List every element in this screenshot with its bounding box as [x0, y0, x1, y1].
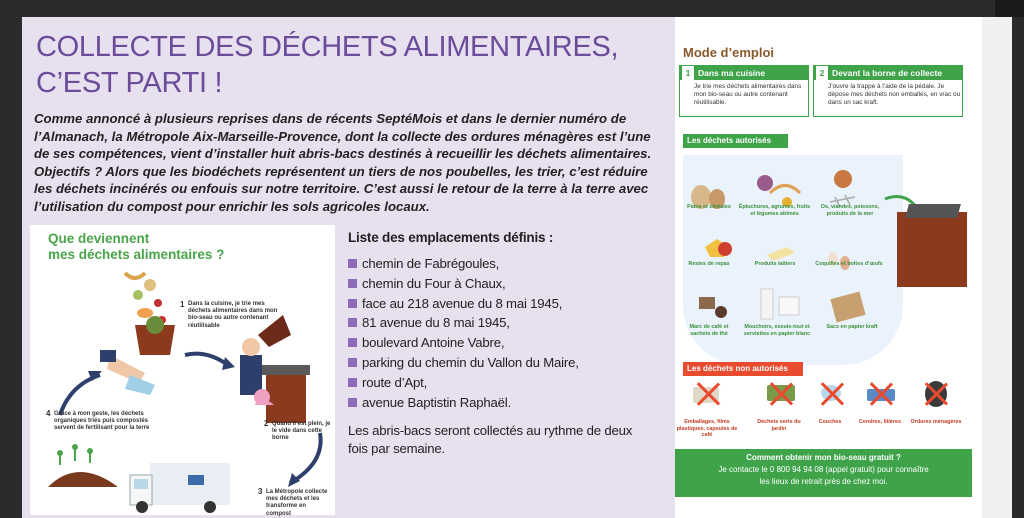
step-number-2: 2	[264, 419, 269, 428]
food-scraps-icon	[125, 273, 166, 324]
allowed-item-label: Pains et céréales	[687, 204, 731, 210]
allowed-item-label: Os, viandes, poissons, produits de la mer	[820, 204, 880, 217]
list-item: route d’Apt,	[348, 373, 648, 393]
dairy-icon	[767, 247, 795, 261]
bullet-square-icon	[348, 318, 357, 327]
illus-step-1-caption: Dans la cuisine, je trie mes déchets alimentaires dans mon bio-seau ou autre contenant réutilisable	[188, 301, 278, 329]
intro-paragraph: Comme annoncé à plusieurs reprises dans de récents SeptéMois et dans le dernier numéro de l’Almanach, la Métropole Aix-Marseille-Provence, dont la collecte des ordures ménagères est l’une de ses compétences, vient d’installer huit abris-bacs destinés à recueillir les déchets alimentaires. Objectifs ? Alors que les biodéchets représentent un tiers de nos poubelles, les trier, c’est réduire les déchets incinérés ou enfouis sur notre territoire. C’est aussi le retour de la terre à la terre avec l’utilisation du compost pour enrichir les sols agricoles locaux.	[34, 111, 652, 214]
bullet-square-icon	[348, 378, 357, 387]
leftovers-icon	[705, 239, 732, 257]
locations-section	[348, 230, 648, 457]
list-item: chemin de Fabrégoules,	[348, 254, 648, 274]
bullet-square-icon	[348, 338, 357, 347]
list-item: parking du chemin du Vallon du Maire,	[348, 353, 648, 373]
locations-title: Liste des emplacements définis :	[348, 230, 554, 245]
collection-frequency-text: Les abris-bacs seront collectés au rythme de deux fois par semaine.	[348, 423, 633, 456]
list-item: 81 avenue du 8 mai 1945,	[348, 313, 648, 333]
step-number-3: 3	[258, 487, 263, 496]
step-number-4: 4	[46, 409, 51, 418]
step-1-title: Dans ma cuisine	[698, 68, 766, 78]
bullet-square-icon	[348, 299, 357, 308]
allowed-item-label: Marc de café et sachets de thé	[689, 324, 729, 337]
illus-step-4-caption: Grâce à mon geste, les déchets organiques triés puis compostés servent de fertilisant pour la terre	[54, 411, 150, 432]
not-allowed-item-label: Ordures ménagères	[910, 419, 962, 425]
right-page-infographic	[675, 17, 982, 518]
bullet-square-icon	[348, 398, 357, 407]
page-edge	[982, 17, 1012, 518]
list-item: chemin du Four à Chaux,	[348, 274, 648, 294]
allowed-title: Les déchets autorisés	[683, 134, 788, 148]
coffee-icon	[699, 297, 727, 318]
title-line-1: COLLECTE DES DÉCHETS ALIMENTAIRES,	[36, 31, 619, 63]
hands-sorting-icon	[100, 350, 155, 395]
step-2-box	[813, 65, 963, 117]
allowed-item-label: Restes de repas	[688, 261, 730, 267]
bullet-square-icon	[348, 358, 357, 367]
cross-icon	[819, 381, 845, 407]
list-item: face au 218 avenue du 8 mai 1945,	[348, 294, 648, 314]
step-number-1: 1	[180, 300, 185, 309]
not-allowed-item-label: Cendres, litières	[859, 419, 901, 425]
cross-icon	[768, 381, 794, 407]
illus-step-3-caption: La Métropole collecte mes déchets et les transforme en compost	[266, 489, 328, 517]
title-line-2: C’EST PARTI !	[36, 67, 223, 99]
mode-emploi-title: Mode d’emploi	[683, 45, 774, 60]
allowed-item-label: Coquilles et boîtes d’œufs	[815, 261, 883, 267]
bio-bucket-info-box	[675, 449, 972, 497]
compost-soil-icon	[48, 444, 118, 487]
arrow-3	[60, 375, 100, 415]
lifecycle-drawing	[30, 225, 335, 515]
bullet-square-icon	[348, 279, 357, 288]
step-1-text: Je trie mes déchets alimentaires dans mon bio-seau ou autre contenant réutilisable.	[694, 83, 802, 106]
cross-icon	[868, 381, 894, 407]
list-item: avenue Baptistin Raphaël.	[348, 393, 648, 413]
bio-bucket-contact-line: Je contacte le 0 800 94 94 08 (appel gratuit) pour connaître	[718, 465, 929, 474]
garbage-truck-icon	[130, 463, 230, 513]
illustration-title: Que deviennent mes déchets alimentaires ?	[48, 231, 225, 262]
lifecycle-illustration	[30, 225, 335, 515]
step-2-number: 2	[816, 66, 828, 80]
cross-icon	[923, 381, 949, 407]
allowed-item-label: Produits laitiers	[754, 261, 796, 267]
bio-bucket-location-line: les lieux de retrait près de chez moi.	[759, 477, 888, 486]
cross-icon	[695, 381, 721, 407]
vegetable-peel-icon	[757, 175, 800, 207]
not-allowed-item-label: Emballages, films plastiques, capsules de café	[676, 419, 738, 438]
step-2-text: J’ouvre la trappe à l’aide de la pédale. Je dépose mes déchets non emballés, en vrac ou dans un sac kraft.	[828, 83, 961, 106]
step-1-number: 1	[682, 66, 694, 80]
top-dark-corner	[995, 0, 1024, 17]
bio-bucket-question: Comment obtenir mon bio-seau gratuit ?	[746, 453, 901, 462]
person-at-bin-icon	[240, 315, 310, 423]
kraft-bag-icon	[830, 292, 865, 323]
collection-bin-icon	[897, 212, 967, 287]
paper-tissue-icon	[761, 289, 799, 319]
allowed-item-label: Épluchures, agrumes, fruits et légumes abîmés	[738, 204, 811, 217]
bio-bucket-icon	[135, 316, 175, 355]
illus-step-2-caption: Quand il est plein, je le vide dans cette borne	[272, 421, 331, 442]
not-allowed-item-label: Couches	[818, 419, 842, 425]
magazine-page	[22, 17, 982, 518]
step-1-box	[679, 65, 809, 117]
allowed-item-label: Sacs en papier kraft	[826, 324, 878, 330]
arrow-1	[185, 354, 225, 363]
list-item: boulevard Antoine Vabre,	[348, 333, 648, 353]
not-allowed-item-label: Déchets verts du jardin	[757, 419, 801, 432]
allowed-item-label: Mouchoirs, essuie-tout et serviettes en papier blanc	[743, 324, 811, 337]
locations-list	[348, 254, 648, 412]
fish-bone-icon	[830, 170, 855, 207]
not-allowed-title: Les déchets non autorisés	[683, 362, 803, 376]
bullet-square-icon	[348, 259, 357, 268]
step-2-title: Devant la borne de collecte	[832, 68, 943, 78]
page-title	[36, 29, 656, 101]
